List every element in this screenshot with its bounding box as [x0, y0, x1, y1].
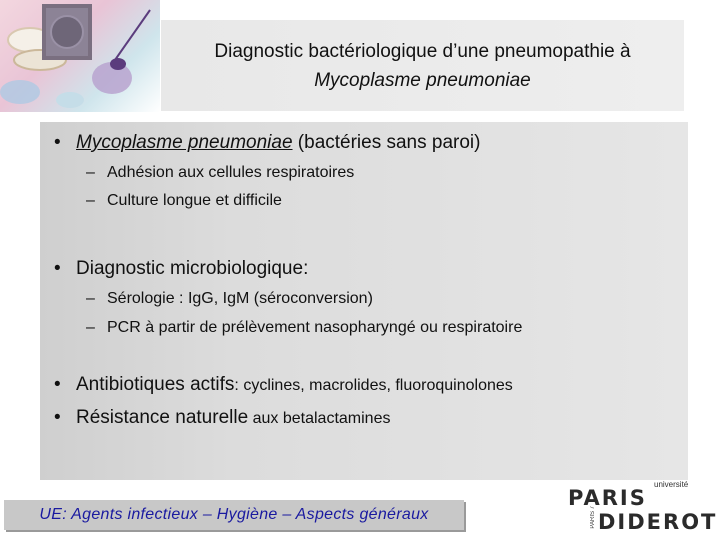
- slide-title: [161, 20, 684, 111]
- bullet-rest: (bactéries sans paroi): [292, 132, 481, 153]
- content-panel: [40, 122, 688, 480]
- bullet-text: Diagnostic microbiologique:: [76, 258, 309, 279]
- title-line-2: Mycoplasme pneumoniae: [314, 69, 531, 91]
- sub-text: PCR à partir de prélèvement nasopharyngé ou respiratoire: [107, 319, 523, 336]
- bullet-mycoplasma: [54, 132, 480, 154]
- university-logo: [568, 478, 716, 538]
- microscopy-image: [0, 0, 160, 112]
- logo-top-word: PARIS: [568, 486, 647, 510]
- sub-text: Culture longue et difficile: [107, 192, 282, 209]
- bullet-emph: Mycoplasme pneumoniae: [76, 132, 293, 153]
- sub-bullet: [86, 192, 282, 210]
- bullet-text: Résistance naturelle: [76, 407, 249, 428]
- logo-vertical-label: PARIS 7: [590, 506, 596, 529]
- bullet-dot: •: [54, 374, 61, 395]
- logo-univ-label: université: [654, 480, 689, 489]
- sub-dash: –: [86, 319, 95, 336]
- bullet-dot: •: [54, 132, 61, 153]
- sub-dash: –: [86, 290, 95, 307]
- sub-dash: –: [86, 192, 95, 209]
- sub-dash: –: [86, 164, 95, 181]
- sub-text: Sérologie : IgG, IgM (séroconversion): [107, 290, 373, 307]
- sub-bullet: [86, 319, 522, 337]
- sub-bullet: [86, 290, 373, 308]
- sub-text: Adhésion aux cellules respiratoires: [107, 164, 355, 181]
- bullet-antibiotics: [54, 374, 513, 396]
- title-line-1: Diagnostic bactériologique d’une pneumopathie à: [214, 40, 631, 62]
- footer-text: UE: Agents infectieux – Hygiène – Aspects généraux: [39, 506, 429, 523]
- bullet-dot: •: [54, 407, 61, 428]
- logo-bottom-word: DIDEROT: [598, 510, 718, 534]
- bullet-resistance: [54, 407, 390, 429]
- bullet-dot: •: [54, 258, 61, 279]
- bullet-text: Antibiotiques actifs: [76, 374, 235, 395]
- sub-bullet: [86, 164, 354, 182]
- bullet-detail: aux betalactamines: [248, 410, 391, 427]
- course-footer: [4, 500, 464, 530]
- bullet-detail: : cyclines, macrolides, fluoroquinolones: [234, 377, 513, 394]
- bullet-diagnostic: [54, 258, 308, 280]
